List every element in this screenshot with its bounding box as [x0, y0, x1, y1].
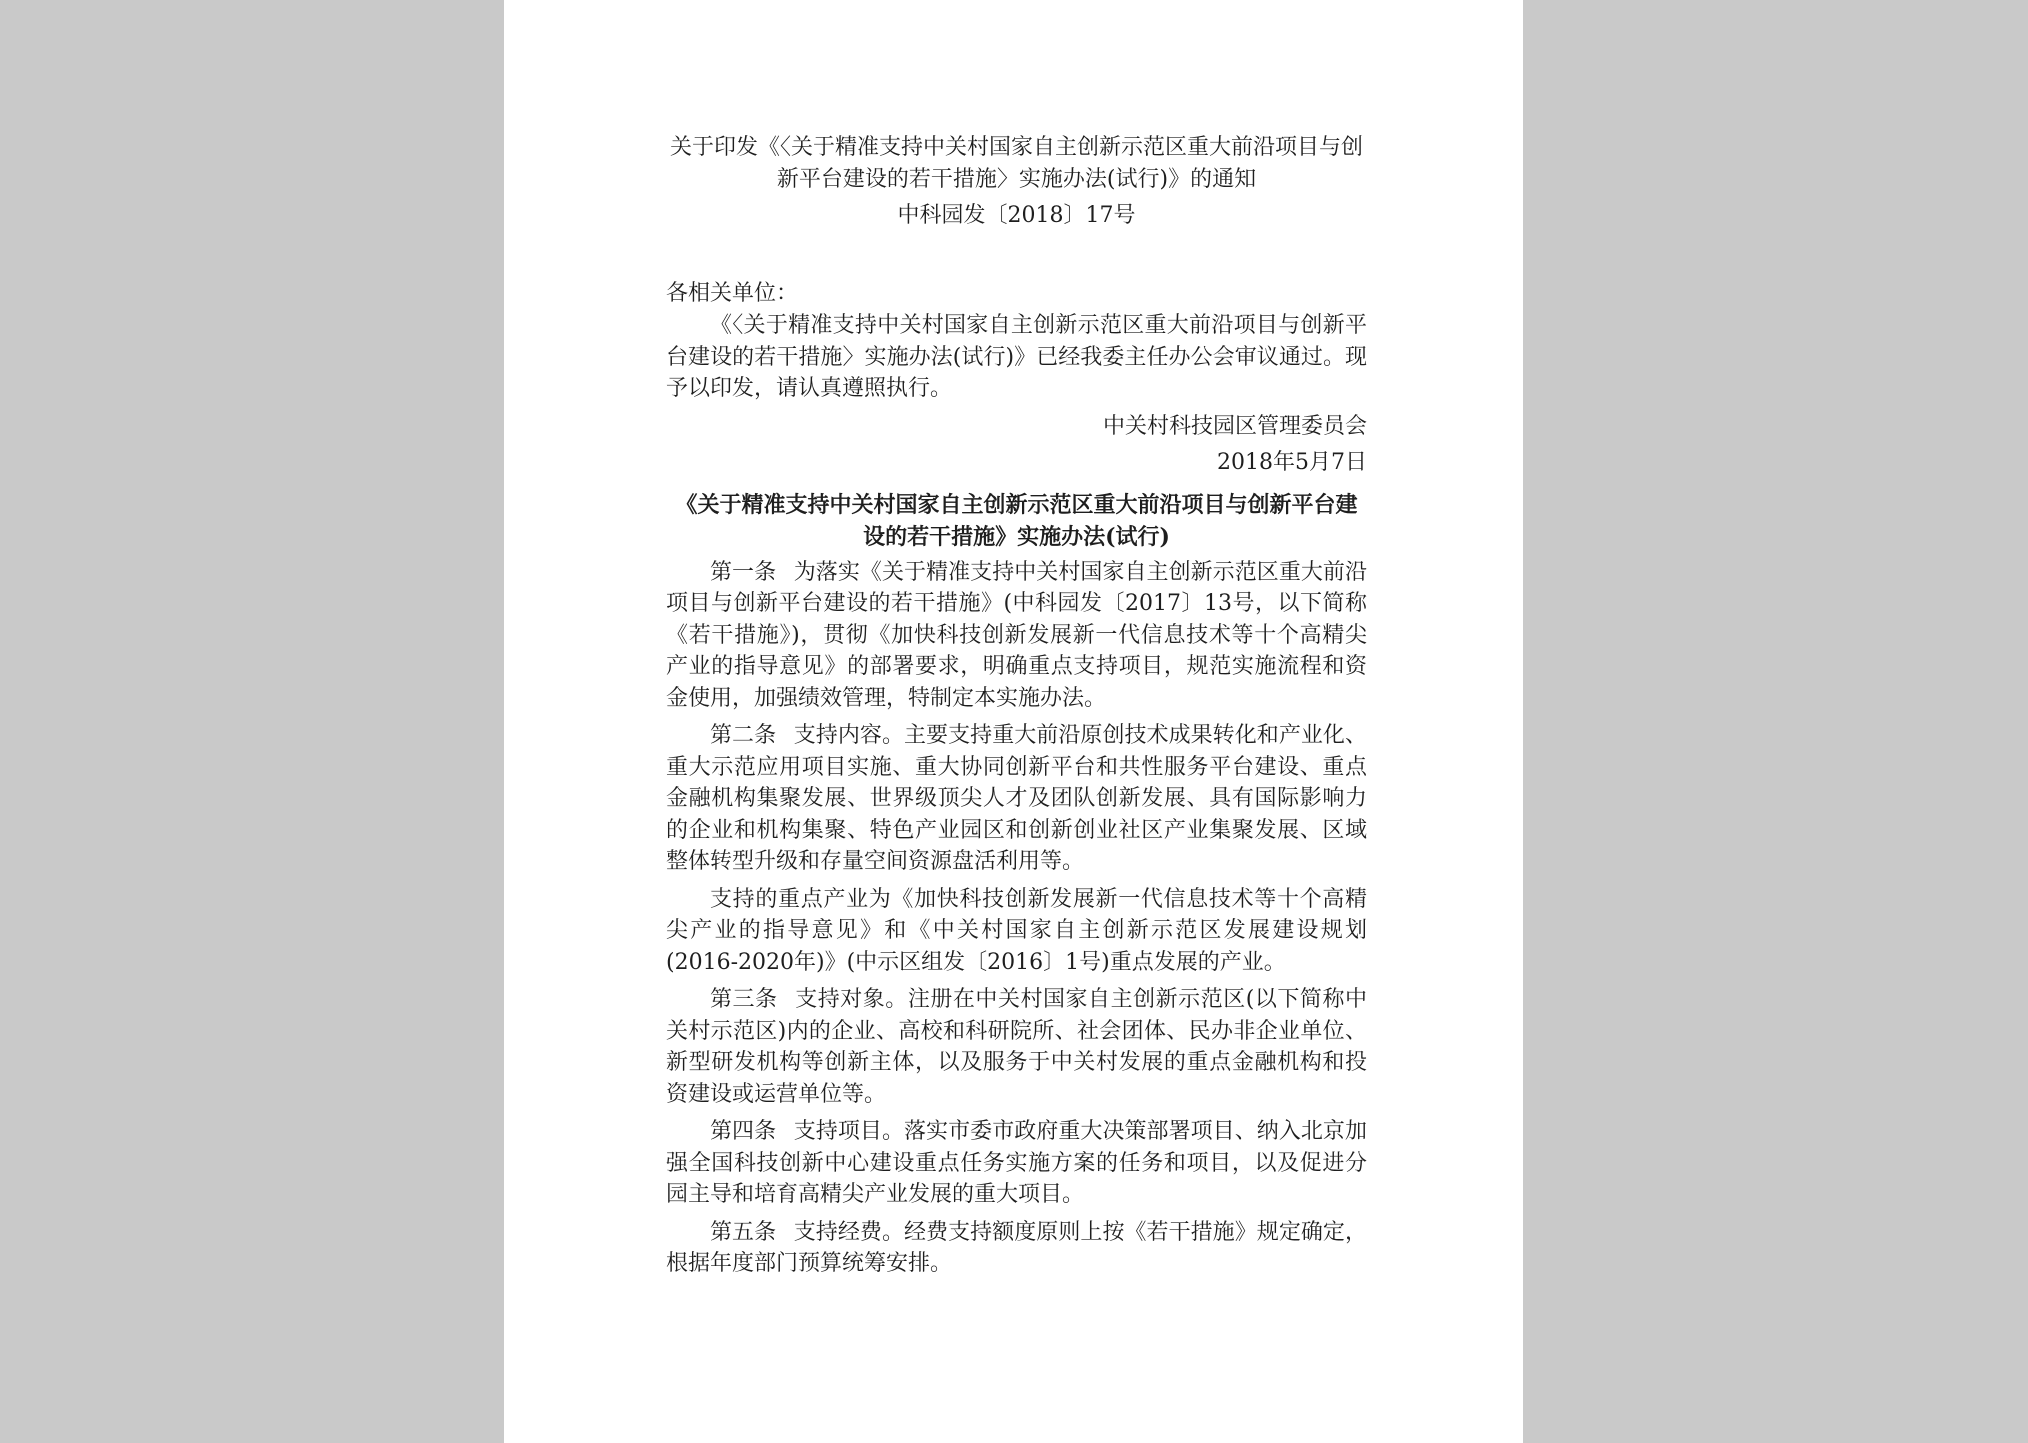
notice-title: 关于印发《〈关于精准支持中关村国家自主创新示范区重大前沿项目与创新平台建设的若干措施〉实施办法(试行)》的通知 [669, 135, 1363, 192]
salutation: 各相关单位： [666, 281, 799, 306]
article-4 [666, 1116, 1367, 1211]
article-text: 支持经费。经费支持额度原则上按《若干措施》规定确定，根据年度部门预算统筹安排。 [666, 1219, 1367, 1276]
article-text: 为落实《关于精准支持中关村国家自主创新示范区重大前沿项目与创新平台建设的若干措施》(中科园发〔2017〕13号，以下简称《若干措施》)，贯彻《加快科技创新发展新一代信息技术等十个高精尖产业的指导意见》的部署要求，明确重点支持项目，规范实施流程和资金使用，加强绩效管理，特制定本实施办法。 [666, 559, 1367, 711]
issue-date: 2018年5月7日 [1217, 449, 1367, 475]
article-1 [666, 557, 1367, 715]
article-label: 第三条 [710, 987, 778, 1012]
article-2 [666, 720, 1367, 878]
article-text: 支持内容。主要支持重大前沿原创技术成果转化和产业化、重大示范应用项目实施、重大协同创新平台和共性服务平台建设、重点金融机构集聚发展、世界级顶尖人才及团队创新发展、具有国际影响力的企业和机构集聚、特色产业园区和创新创业社区产业集聚发展、区域整体转型升级和存量空间资源盘活利用等。 [666, 723, 1367, 874]
document-content [666, 132, 1367, 1286]
measures-title: 《关于精准支持中关村国家自主创新示范区重大前沿项目与创新平台建设的若干措施》实施办法(试行) [675, 491, 1358, 550]
article-label: 第二条 [710, 723, 777, 748]
notice-body: 《〈关于精准支持中关村国家自主创新示范区重大前沿项目与创新平台建设的若干措施〉实施办法(试行)》已经我委主任办公会审议通过。现予以印发，请认真遵照执行。 [666, 313, 1367, 401]
article-text: 支持的重点产业为《加快科技创新发展新一代信息技术等十个高精尖产业的指导意见》和《中关村国家自主创新示范区发展建设规划(2016-2020年)》(中示区组发〔2016〕1号)重点发展的产业。 [666, 886, 1367, 975]
document-number: 中科园发〔2018〕17号 [897, 203, 1136, 228]
document-page [504, 0, 1523, 1443]
article-2-paragraph-2 [666, 884, 1367, 979]
article-label: 第四条 [710, 1119, 777, 1144]
article-3 [666, 984, 1367, 1110]
article-label: 第一条 [710, 559, 777, 585]
article-5 [666, 1217, 1367, 1280]
issuer-signature: 中关村科技园区管理委员会 [1102, 413, 1367, 439]
article-text: 支持对象。注册在中关村国家自主创新示范区(以下简称中关村示范区)内的企业、高校和科研院所、社会团体、民办非企业单位、新型研发机构等创新主体，以及服务于中关村发展的重点金融机构和投资建设或运营单位等。 [666, 987, 1367, 1107]
article-text: 支持项目。落实市委市政府重大决策部署项目、纳入北京加强全国科技创新中心建设重点任务实施方案的任务和项目，以及促进分园主导和培育高精尖产业发展的重大项目。 [666, 1119, 1367, 1207]
article-label: 第五条 [710, 1219, 777, 1245]
